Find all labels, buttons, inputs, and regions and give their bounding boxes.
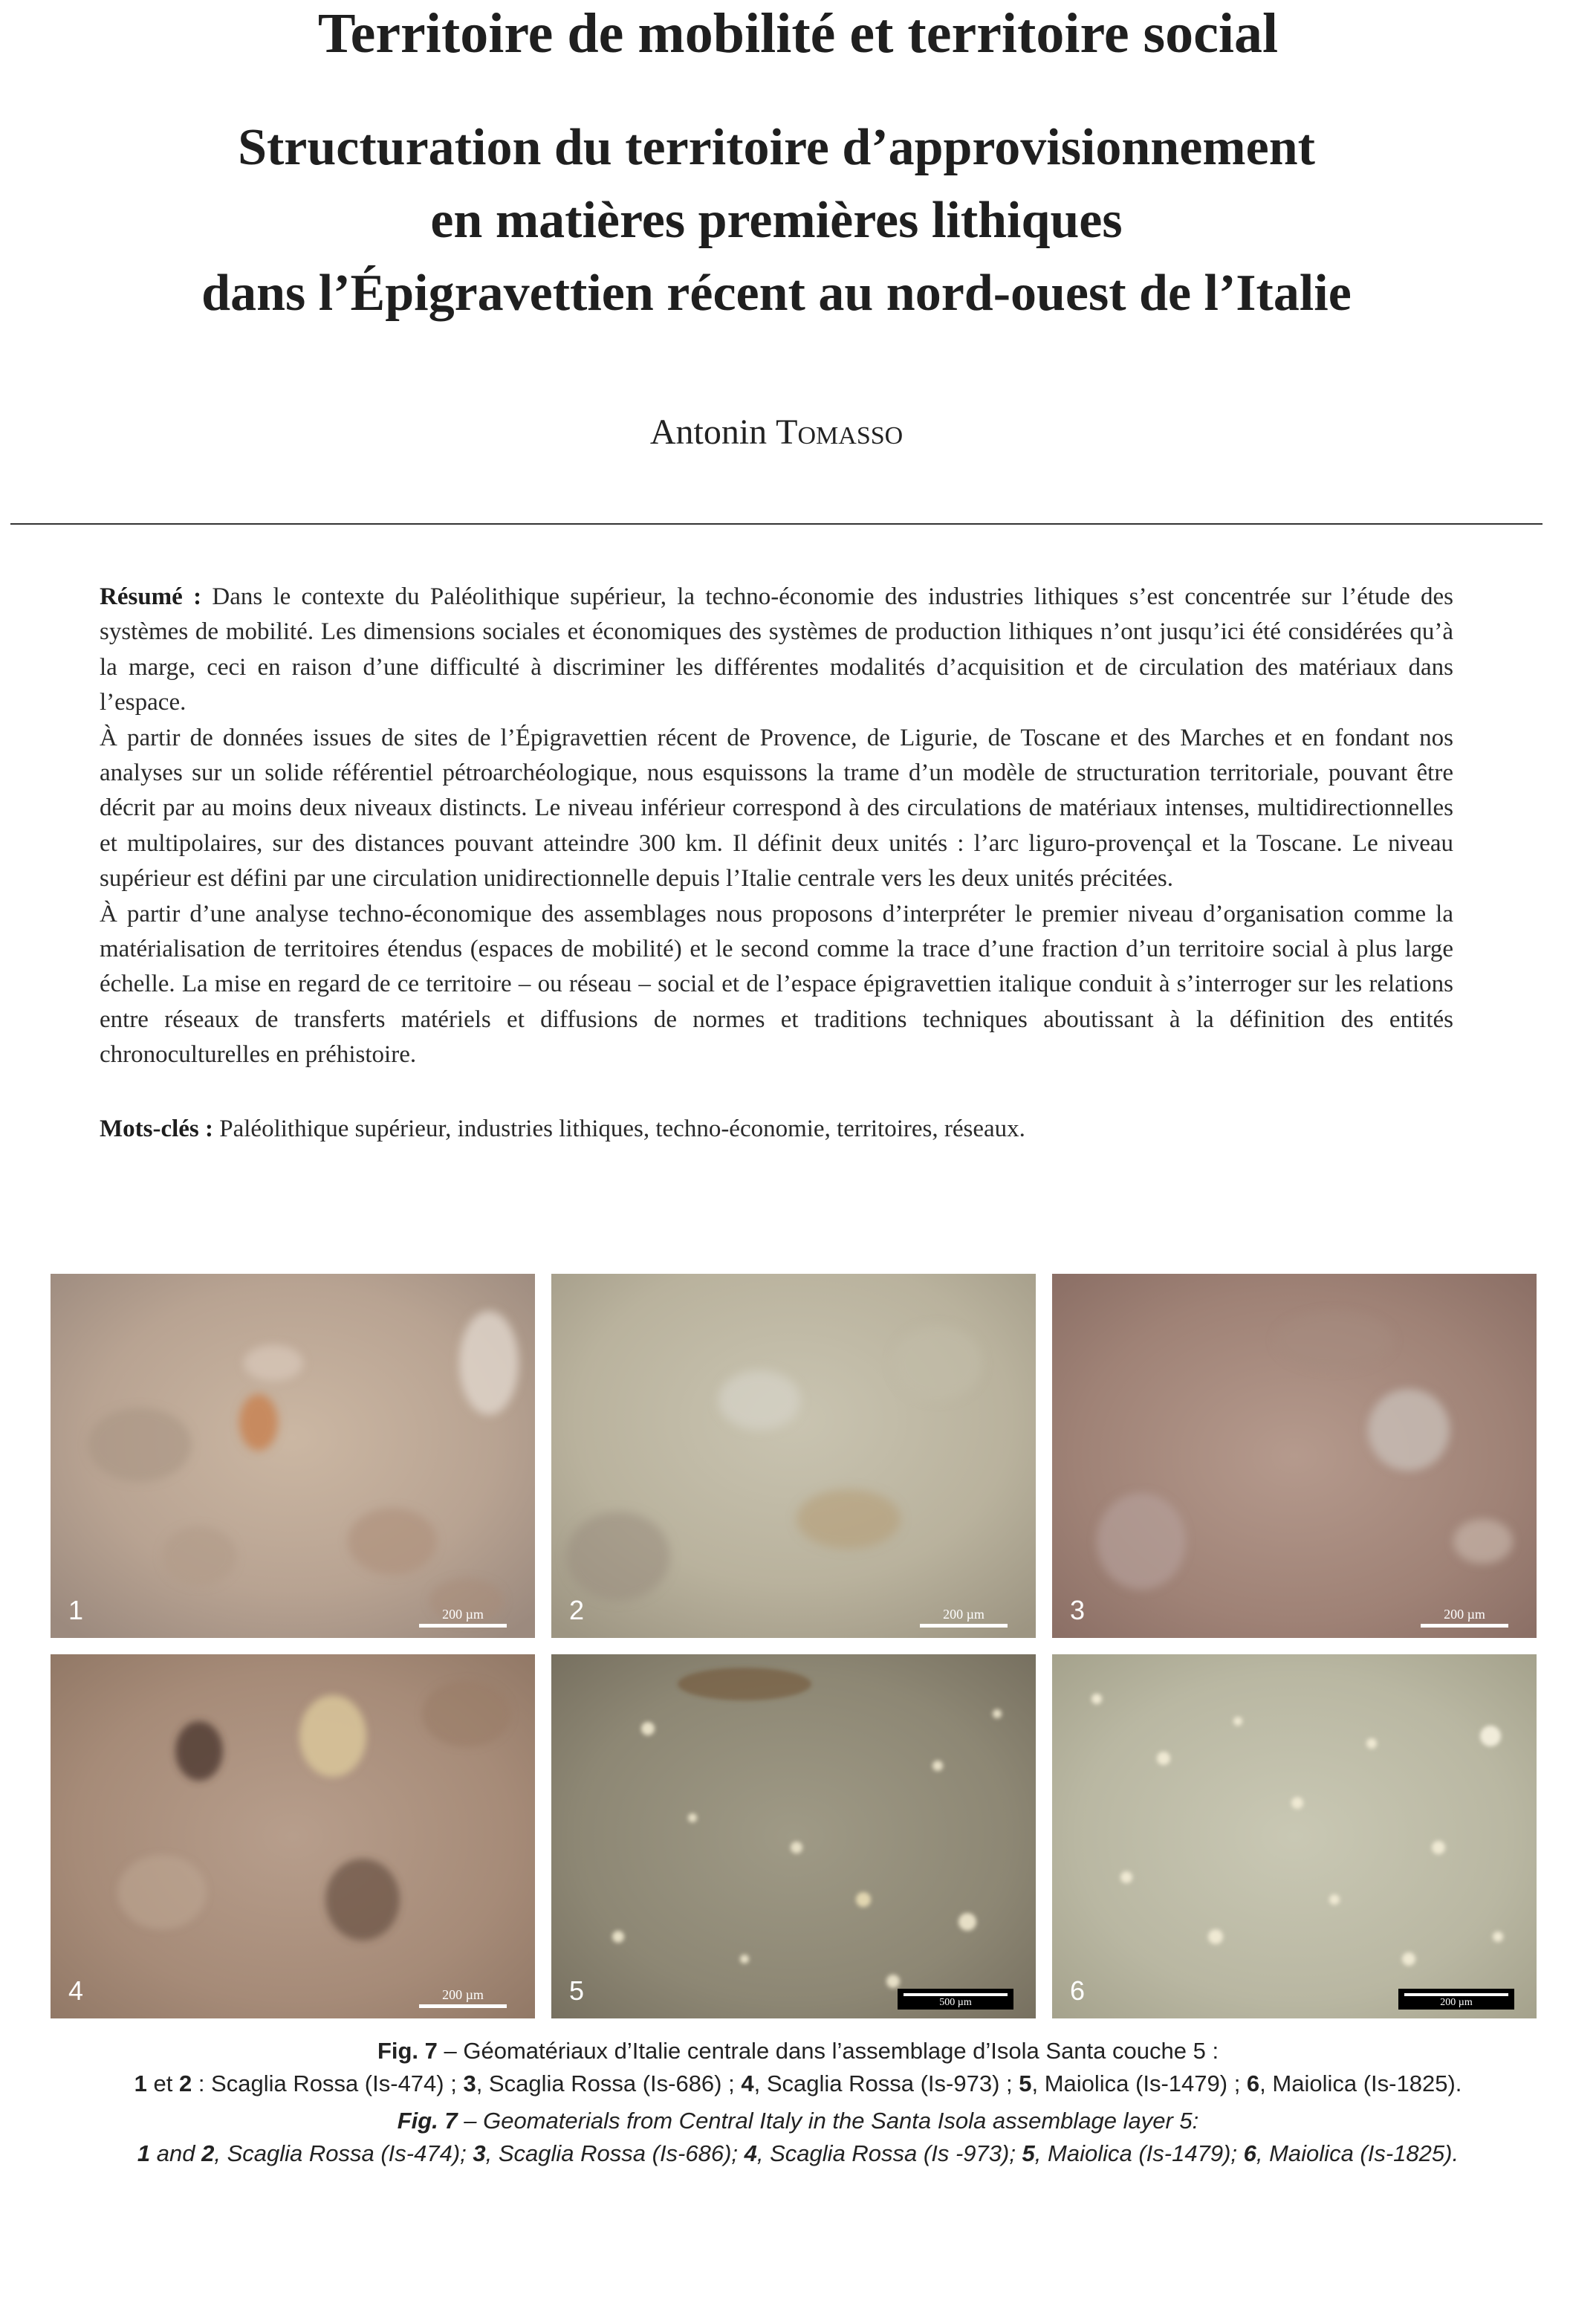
caption-ref: 1	[134, 2070, 147, 2096]
keywords	[100, 1112, 1453, 1147]
caption-fr-line-1	[0, 2035, 1596, 2067]
caption-ref: 5	[1022, 2140, 1035, 2166]
caption-text: , Maiolica (Is-1479);	[1034, 2140, 1244, 2166]
caption-text: , Scaglia Rossa (Is-686) ;	[476, 2070, 742, 2096]
scale-bar	[1421, 1607, 1508, 1628]
caption-text: , Scaglia Rossa (Is-686);	[485, 2140, 745, 2166]
scale-line	[920, 1624, 1008, 1628]
caption-en-line-2	[0, 2137, 1596, 2170]
micrograph-image	[551, 1274, 1036, 1638]
author-first-name: Antonin	[649, 412, 768, 452]
caption-text: , Maiolica (Is-1825).	[1256, 2140, 1459, 2166]
subtitle-line: Structuration du territoire d’approvisionnement	[238, 119, 1315, 176]
scale-line	[419, 2004, 507, 2008]
abstract	[100, 580, 1453, 1147]
micrograph-image	[51, 1274, 535, 1638]
scale-line	[419, 1624, 507, 1628]
caption-text: – Géomatériaux d’Italie centrale dans l’assemblage d’Isola Santa couche 5 :	[437, 2038, 1219, 2064]
caption-text: , Scaglia Rossa (Is-474);	[214, 2140, 473, 2166]
caption-ref: 3	[463, 2070, 476, 2096]
scale-line	[904, 1993, 1008, 1996]
micrograph-image	[51, 1654, 535, 2018]
caption-text: , Maiolica (Is-1825).	[1259, 2070, 1462, 2096]
scale-label: 200 µm	[442, 1607, 484, 1622]
caption-text: et	[146, 2070, 179, 2096]
caption-ref: 2	[201, 2140, 215, 2166]
panel-number: 4	[68, 1975, 84, 2006]
header-divider	[10, 523, 1543, 525]
scale-bar	[920, 1607, 1008, 1628]
caption-label: Fig. 7	[397, 2108, 458, 2134]
author-last-name: Tomasso	[776, 412, 904, 452]
scale-line	[1404, 1993, 1508, 1996]
panel-number: 6	[1070, 1975, 1086, 2006]
abstract-paragraph	[100, 580, 1453, 721]
micrograph-image	[1052, 1274, 1537, 1638]
panel-number: 2	[569, 1595, 585, 1625]
caption-text: : Scaglia Rossa (Is-474) ;	[192, 2070, 464, 2096]
caption-ref: 4	[744, 2140, 757, 2166]
micrograph-image	[551, 1654, 1036, 2018]
caption-ref: 6	[1243, 2140, 1256, 2166]
panel-number: 3	[1070, 1595, 1086, 1625]
panel-number: 1	[68, 1595, 84, 1625]
abstract-label: Résumé :	[100, 583, 202, 610]
abstract-text: Dans le contexte du Paléolithique supérieur, la techno-économie des industries lithiques s’est concentrée sur l’étude des systèmes de mobilité. Les dimensions sociales et économiques des systèmes de production lithiques n’ont jusqu’ici été considérées qu’à la marge, ceci en raison d’une difficulté à discriminer les différentes modalités d’acquisition et de circulation des matériaux dans l’espace.	[100, 583, 1454, 716]
caption-ref: 3	[473, 2140, 486, 2166]
caption-ref: 6	[1246, 2070, 1260, 2096]
article-title: Territoire de mobilité et territoire social	[317, 2, 1279, 65]
subtitle-line: dans l’Épigravettien récent au nord-ouest de l’Italie	[201, 265, 1352, 322]
figure-7	[51, 1274, 1545, 2018]
scale-bar	[1398, 1989, 1514, 2010]
caption-ref: 1	[137, 2140, 151, 2166]
caption-ref: 2	[178, 2070, 192, 2096]
scale-bar	[898, 1989, 1013, 2010]
caption-text: – Geomaterials from Central Italy in the Santa Isola assemblage layer 5:	[457, 2108, 1199, 2134]
scale-label: 500 µm	[939, 1997, 972, 2008]
subtitle-line: en matières premières lithiques	[430, 192, 1123, 249]
scale-label: 200 µm	[1444, 1607, 1485, 1622]
article-subtitle	[0, 111, 1553, 330]
micrograph-panel-5	[551, 1654, 1036, 2018]
panel-number: 5	[569, 1975, 585, 2006]
micrograph-panel-3	[1052, 1274, 1537, 1638]
caption-ref: 4	[741, 2070, 754, 2096]
caption-ref: 5	[1019, 2070, 1032, 2096]
caption-text: and	[150, 2140, 202, 2166]
keywords-text: Paléolithique supérieur, industries lithiques, techno-économie, territoires, réseaux.	[219, 1115, 1025, 1142]
scale-label: 200 µm	[442, 1987, 484, 2002]
scale-bar	[419, 1987, 507, 2008]
keywords-label: Mots-clés :	[100, 1115, 214, 1142]
scale-label: 200 µm	[943, 1607, 984, 1622]
scale-line	[1421, 1624, 1508, 1628]
caption-text: , Scaglia Rossa (Is-973) ;	[753, 2070, 1019, 2096]
caption-text: , Maiolica (Is-1479) ;	[1031, 2070, 1247, 2096]
caption-fr-line-2	[0, 2067, 1596, 2100]
scale-bar	[419, 1607, 507, 1628]
caption-en-line-1	[0, 2105, 1596, 2137]
figure-caption	[0, 2035, 1596, 2170]
abstract-paragraph: À partir de données issues de sites de l’Épigravettien récent de Provence, de Ligurie, de Toscane et des Marches et en fondant nos analyses sur un solide référentiel pétroarchéologique, nous esquissons la trame d’un modèle de structuration territoriale, pouvant être décrit par au moins deux niveaux distincts. Le niveau inférieur correspond à des circulations de matériaux intenses, multidirectionnelles et multipolaires, sur des distances pouvant atteindre 300 km. Il définit deux unités : l’arc liguro-provençal et la Toscane. Le niveau supérieur est défini par une circulation unidirectionnelle depuis l’Italie centrale vers les deux unités précitées.	[100, 724, 1453, 893]
micrograph-panel-1	[51, 1274, 535, 1638]
micrograph-panel-4	[51, 1654, 535, 2018]
micrograph-panel-6	[1052, 1654, 1537, 2018]
author-name	[0, 410, 1553, 455]
abstract-paragraph: À partir d’une analyse techno-économique des assemblages nous proposons d’interpréter le premier niveau d’organisation comme la matérialisation de territoires étendus (espaces de mobilité) et le second comme la trace d’une fraction d’un territoire social à plus large échelle. La mise en regard de ce territoire – ou réseau – social et de l’espace épigravettien italique conduit à s’interroger sur les relations entre réseaux de transferts matériels et diffusions de normes et traditions techniques aboutissant à la définition des entités chronoculturelles en préhistoire.	[100, 900, 1453, 1069]
caption-label: Fig. 7	[377, 2038, 438, 2064]
micrograph-image	[1052, 1654, 1537, 2018]
scale-label: 200 µm	[1440, 1997, 1473, 2008]
caption-text: , Scaglia Rossa (Is -973);	[756, 2140, 1022, 2166]
micrograph-panel-2	[551, 1274, 1036, 1638]
